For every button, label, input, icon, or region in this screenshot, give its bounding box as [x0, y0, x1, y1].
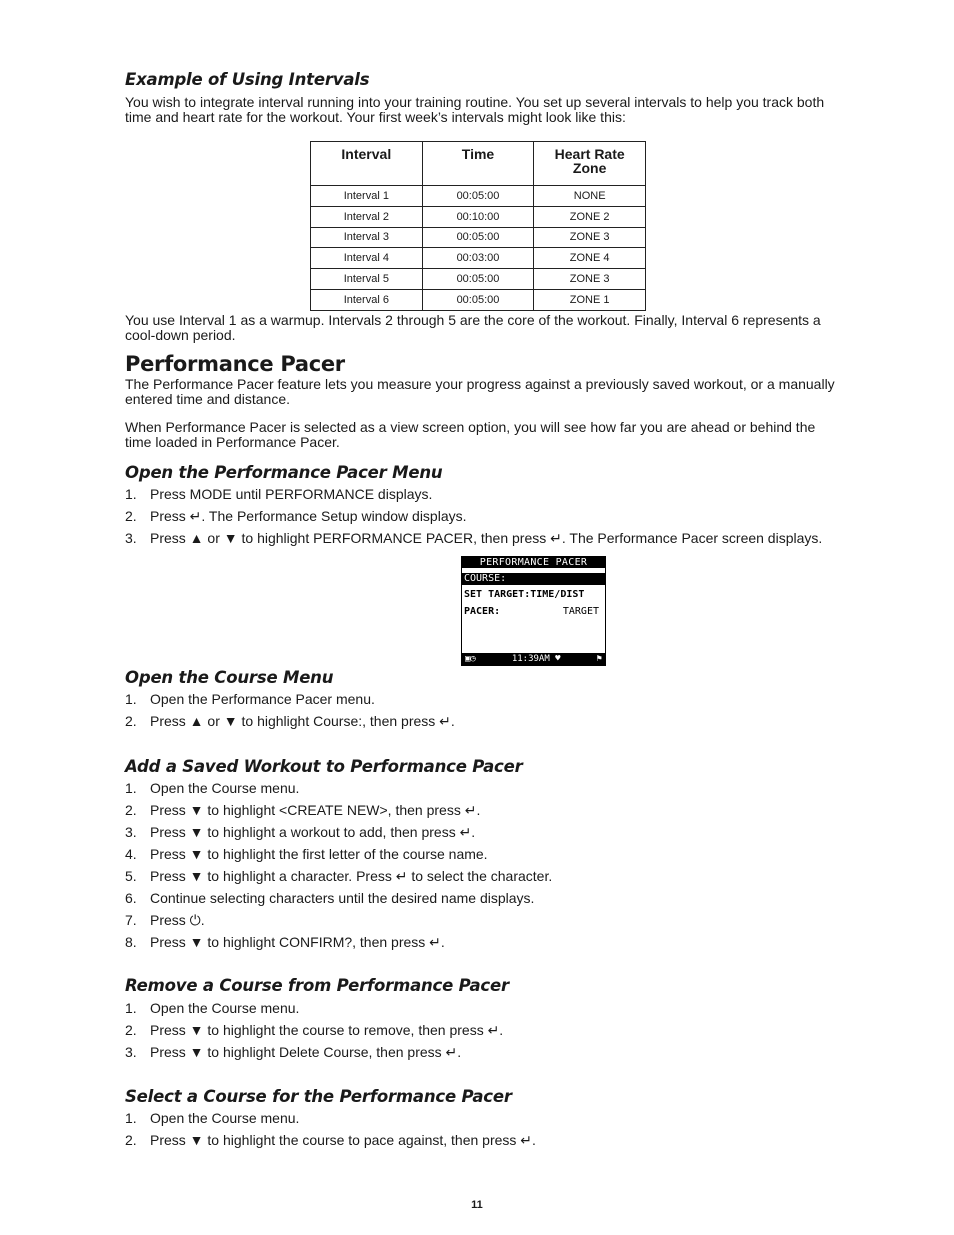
- lcd-time: [512, 653, 561, 665]
- lcd-clock: 11:39AM: [511, 654, 550, 664]
- step-text: Press ▼ to highlight CONFIRM?, then press ↵.: [150, 934, 445, 950]
- step-text: Press ▼ to highlight a character. Press ↵ to select the character.: [150, 868, 553, 884]
- step-number: 2.: [125, 802, 137, 818]
- lcd-course-row: COURSE:: [462, 573, 605, 585]
- select-course-steps: [125, 1111, 835, 1155]
- step-number: 3.: [125, 1044, 137, 1060]
- step-text: Press MODE until PERFORMANCE displays.: [150, 486, 433, 502]
- course-menu-heading: Open the Course Menu: [125, 668, 334, 687]
- table-row: [311, 289, 646, 310]
- add-saved-heading: Add a Saved Workout to Performance Pacer: [125, 757, 523, 776]
- list-item: [125, 531, 835, 553]
- table-cell: Interval 4: [311, 248, 423, 269]
- intervals-table: [310, 141, 646, 311]
- performance-pacer-lcd: [461, 556, 606, 666]
- step-text: Open the Course menu.: [150, 1000, 300, 1016]
- runner-icon: ⚑: [596, 654, 602, 664]
- table-cell: ZONE 2: [534, 206, 646, 227]
- list-item: [125, 1001, 835, 1023]
- intervals-outro: You use Interval 1 as a warmup. Intervals 2 through 5 are the core of the workout. Finally, Interval 6 represents a cool-down period.: [125, 312, 821, 343]
- table-header-time: Time: [422, 142, 534, 186]
- step-text: Press ▼ to highlight the first letter of the course name.: [150, 846, 488, 862]
- table-cell: Interval 5: [311, 269, 423, 290]
- hr-zone-header-text: Heart Rate Zone: [554, 146, 625, 176]
- step-number: 1.: [125, 486, 137, 502]
- step-number: 2.: [125, 1022, 137, 1038]
- step-text: Press ▼ to highlight <CREATE NEW>, then press ↵.: [150, 802, 481, 818]
- table-cell: ZONE 4: [534, 248, 646, 269]
- step-text: Continue selecting characters until the desired name displays.: [150, 890, 535, 906]
- step-text: Open the Course menu.: [150, 780, 300, 796]
- table-cell: 00:05:00: [422, 227, 534, 248]
- step-number: 2.: [125, 508, 137, 524]
- table-cell: ZONE 1: [534, 289, 646, 310]
- step-number: 3.: [125, 824, 137, 840]
- step-number: 1.: [125, 1000, 137, 1016]
- step-text: Press ▲ or ▼ to highlight PERFORMANCE PACER, then press ↵. The Performance Pacer screen displays.: [150, 530, 823, 546]
- step-number: 5.: [125, 868, 137, 884]
- table-header-row: [311, 142, 646, 186]
- intervals-intro: You wish to integrate interval running into your training routine. You set up several intervals to help you track both time and heart rate for the workout. Your first week’s intervals might look like this:: [125, 94, 825, 125]
- list-item: [125, 781, 835, 803]
- select-course-heading: Select a Course for the Performance Pacer: [125, 1087, 512, 1106]
- table-cell: ZONE 3: [534, 269, 646, 290]
- step-text: Press ▼ to highlight a workout to add, then press ↵.: [150, 824, 476, 840]
- list-item: [125, 913, 835, 935]
- list-item: [125, 692, 835, 714]
- step-number: 1.: [125, 780, 137, 796]
- table-header-interval: Interval: [311, 142, 423, 186]
- list-item: [125, 935, 835, 957]
- battery-icon: ▣◷: [465, 654, 476, 664]
- step-number: 6.: [125, 890, 137, 906]
- step-text: Open the Course menu.: [150, 1110, 300, 1126]
- list-item: [125, 487, 835, 509]
- lcd-set-target: SET TARGET:TIME/DIST: [464, 589, 585, 600]
- list-item: [125, 869, 835, 891]
- table-cell: 00:05:00: [422, 269, 534, 290]
- lcd-pacer-label: PACER:: [464, 606, 501, 617]
- table-cell: 00:05:00: [422, 186, 534, 207]
- intervals-heading: Example of Using Intervals: [125, 70, 370, 89]
- table-cell: ZONE 3: [534, 227, 646, 248]
- step-text: Press ▼ to highlight the course to remove, then press ↵.: [150, 1022, 504, 1038]
- table-row: [311, 269, 646, 290]
- list-item: [125, 1023, 835, 1045]
- table-cell: 00:05:00: [422, 289, 534, 310]
- step-text: Press ▼ to highlight Delete Course, then press ↵.: [150, 1044, 462, 1060]
- list-item: [125, 1111, 835, 1133]
- pacer-para-1: The Performance Pacer feature lets you measure your progress against a previously saved workout, or a manually entered time and distance.: [125, 376, 835, 407]
- course-menu-steps: [125, 692, 835, 736]
- list-item: [125, 1133, 835, 1155]
- step-number: 7.: [125, 912, 137, 928]
- list-item: [125, 1045, 835, 1067]
- remove-course-steps: [125, 1001, 835, 1067]
- lcd-status-bar: [462, 653, 605, 665]
- lcd-title: PERFORMANCE PACER: [462, 557, 605, 568]
- page-number: 11: [471, 1199, 483, 1211]
- table-row: [311, 248, 646, 269]
- open-menu-steps: [125, 487, 835, 553]
- remove-course-heading: Remove a Course from Performance Pacer: [125, 976, 509, 995]
- step-text: Press ⏻.: [150, 912, 205, 928]
- step-text: Press ▼ to highlight the course to pace against, then press ↵.: [150, 1132, 536, 1148]
- table-cell: Interval 2: [311, 206, 423, 227]
- table-cell: NONE: [534, 186, 646, 207]
- step-number: 4.: [125, 846, 137, 862]
- list-item: [125, 891, 835, 913]
- add-saved-steps: [125, 781, 835, 957]
- open-menu-heading: Open the Performance Pacer Menu: [125, 463, 443, 482]
- heart-icon: ♥: [555, 654, 561, 664]
- pacer-heading: Performance Pacer: [125, 352, 345, 376]
- list-item: [125, 847, 835, 869]
- table-cell: 00:10:00: [422, 206, 534, 227]
- step-text: Press ↵. The Performance Setup window displays.: [150, 508, 467, 524]
- step-number: 2.: [125, 713, 137, 729]
- table-header-hr-zone: [534, 142, 646, 186]
- table-row: [311, 206, 646, 227]
- pacer-para-2: When Performance Pacer is selected as a view screen option, you will see how far you are ahead or behind the time loaded in Performance Pacer.: [125, 419, 816, 450]
- list-item: [125, 714, 835, 736]
- step-text: Open the Performance Pacer menu.: [150, 691, 375, 707]
- step-number: 3.: [125, 530, 137, 546]
- table-cell: Interval 1: [311, 186, 423, 207]
- step-number: 1.: [125, 691, 137, 707]
- table-cell: Interval 6: [311, 289, 423, 310]
- step-text: Press ▲ or ▼ to highlight Course:, then press ↵.: [150, 713, 455, 729]
- step-number: 1.: [125, 1110, 137, 1126]
- lcd-pacer-row: [464, 606, 599, 618]
- step-number: 2.: [125, 1132, 137, 1148]
- step-number: 8.: [125, 934, 137, 950]
- table-row: [311, 186, 646, 207]
- list-item: [125, 825, 835, 847]
- table-cell: Interval 3: [311, 227, 423, 248]
- table-cell: 00:03:00: [422, 248, 534, 269]
- lcd-pacer-value: TARGET: [562, 606, 599, 617]
- list-item: [125, 509, 835, 531]
- list-item: [125, 803, 835, 825]
- table-row: [311, 227, 646, 248]
